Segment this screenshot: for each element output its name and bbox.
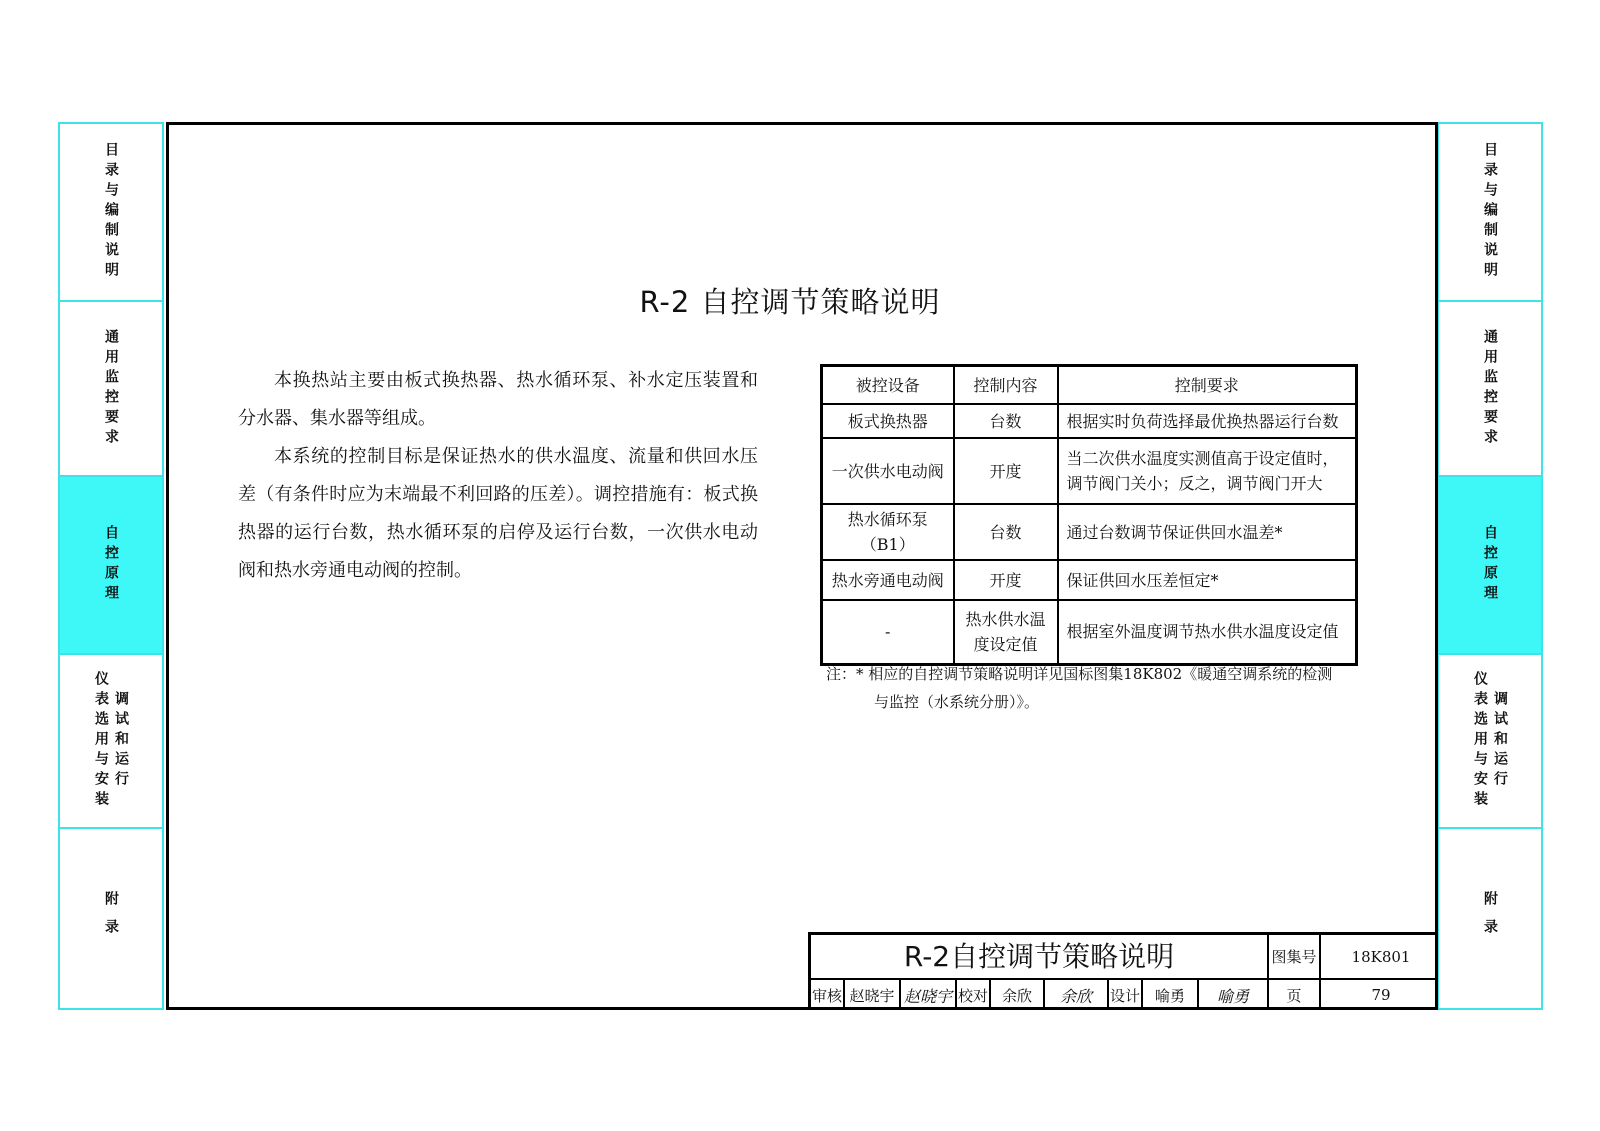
cell-requirement: 根据实时负荷选择最优换热器运行台数 xyxy=(1058,404,1357,438)
cell-device: - xyxy=(822,600,954,664)
cell-device: 一次供水电动阀 xyxy=(822,438,954,504)
cell-requirement: 当二次供水温度实测值高于设定值时，调节阀门关小；反之，调节阀门开大 xyxy=(1058,438,1357,504)
check-label: 校对 xyxy=(957,980,991,1010)
intro-paragraph: 本换热站主要由板式换热器、热水循环泵、补水定压装置和分水器、集水器等组成。 xyxy=(238,370,758,429)
tab-general-monitoring-label: 通用监控要求 xyxy=(103,328,119,449)
page-label: 页 xyxy=(1269,980,1321,1010)
tab-control-principle-right-label: 自控原理 xyxy=(1482,525,1498,605)
reviewer-signature: 赵晓宇 xyxy=(901,980,957,1010)
table-row xyxy=(822,404,1357,438)
control-goal-paragraph: 本系统的控制目标是保证热水的供水温度、流量和供回水压差（有条件时应为末端最不利回路的压差）。调控措施有：板式换热器的运行台数，热水循环泵的启停及运行台数，一次供水电动阀和热水旁通电动阀的控制。 xyxy=(238,446,758,581)
table-row xyxy=(822,560,1357,600)
tab-control-principle[interactable] xyxy=(60,477,162,655)
review-label: 审核 xyxy=(811,980,845,1010)
reviewer-name: 赵晓宇 xyxy=(845,980,901,1010)
table-row xyxy=(822,504,1357,560)
tab-catalog[interactable] xyxy=(60,124,162,302)
title-block-row-bottom xyxy=(811,980,1438,1010)
note-line-1: 注：* 相应的自控调节策略说明详见国标图集18K802《暖通空调系统的检测 xyxy=(826,665,1333,683)
tab-instruments[interactable] xyxy=(60,655,162,829)
design-label: 设计 xyxy=(1109,980,1143,1010)
cell-content: 开度 xyxy=(954,438,1058,504)
tab-general-monitoring[interactable] xyxy=(60,302,162,477)
title-block xyxy=(808,932,1438,1010)
drawing-title: R-2自控调节策略说明 xyxy=(811,935,1269,978)
table-row xyxy=(822,600,1357,664)
cell-device: 热水旁通电动阀 xyxy=(822,560,954,600)
cell-content: 开度 xyxy=(954,560,1058,600)
checker-name: 余欣 xyxy=(991,980,1045,1010)
cell-content: 热水供水温度设定值 xyxy=(954,600,1058,664)
tab-appendix-right-label: 附录 xyxy=(1482,890,1498,947)
control-strategy-table xyxy=(820,364,1358,666)
title-block-row-top xyxy=(811,935,1438,980)
tab-general-monitoring-right[interactable] xyxy=(1439,302,1541,477)
table-header-row xyxy=(822,366,1357,405)
cell-content: 台数 xyxy=(954,404,1058,438)
page-number: 79 xyxy=(1371,986,1391,1004)
tab-appendix[interactable] xyxy=(60,829,162,1008)
atlas-number: 18K801 xyxy=(1351,947,1411,966)
tab-control-principle-right[interactable] xyxy=(1439,477,1541,655)
cell-requirement: 保证供回水压差恒定* xyxy=(1058,560,1357,600)
designer-signature: 喻勇 xyxy=(1199,980,1269,1010)
atlas-label: 图集号 xyxy=(1269,935,1321,978)
tab-appendix-label: 附录 xyxy=(103,890,119,947)
cell-device: 热水循环泵（B1） xyxy=(822,504,954,560)
tab-appendix-right[interactable] xyxy=(1439,829,1541,1008)
tab-control-principle-label: 自控原理 xyxy=(103,525,119,605)
tab-catalog-label: 目录与编制说明 xyxy=(103,142,119,282)
header-content: 控制内容 xyxy=(954,366,1058,405)
tab-instruments-right-label-b: 调试和运行 xyxy=(1492,691,1508,791)
header-requirement: 控制要求 xyxy=(1058,366,1357,405)
tab-instruments-right-label-a: 仪表选用与安装 xyxy=(1472,671,1488,811)
designer-name: 喻勇 xyxy=(1143,980,1199,1010)
cell-requirement: 根据室外温度调节热水供水温度设定值 xyxy=(1058,600,1357,664)
header-device: 被控设备 xyxy=(822,366,954,405)
tab-general-monitoring-right-label: 通用监控要求 xyxy=(1482,328,1498,449)
tab-catalog-right-label: 目录与编制说明 xyxy=(1482,142,1498,282)
page-title: R-2 自控调节策略说明 xyxy=(639,285,941,319)
checker-signature: 余欣 xyxy=(1045,980,1109,1010)
tab-instruments-right[interactable] xyxy=(1439,655,1541,829)
tab-instruments-label-a: 仪表选用与安装 xyxy=(93,671,109,811)
table-note xyxy=(826,660,1366,716)
note-line-2: 与监控（水系统分册）》。 xyxy=(874,693,1040,711)
left-index-tabs xyxy=(58,122,164,1010)
cell-device: 板式换热器 xyxy=(822,404,954,438)
table-row xyxy=(822,438,1357,504)
cell-content: 台数 xyxy=(954,504,1058,560)
cell-requirement: 通过台数调节保证供回水温差* xyxy=(1058,504,1357,560)
right-index-tabs xyxy=(1437,122,1543,1010)
tab-instruments-label-b: 调试和运行 xyxy=(113,691,129,791)
tab-catalog-right[interactable] xyxy=(1439,124,1541,302)
